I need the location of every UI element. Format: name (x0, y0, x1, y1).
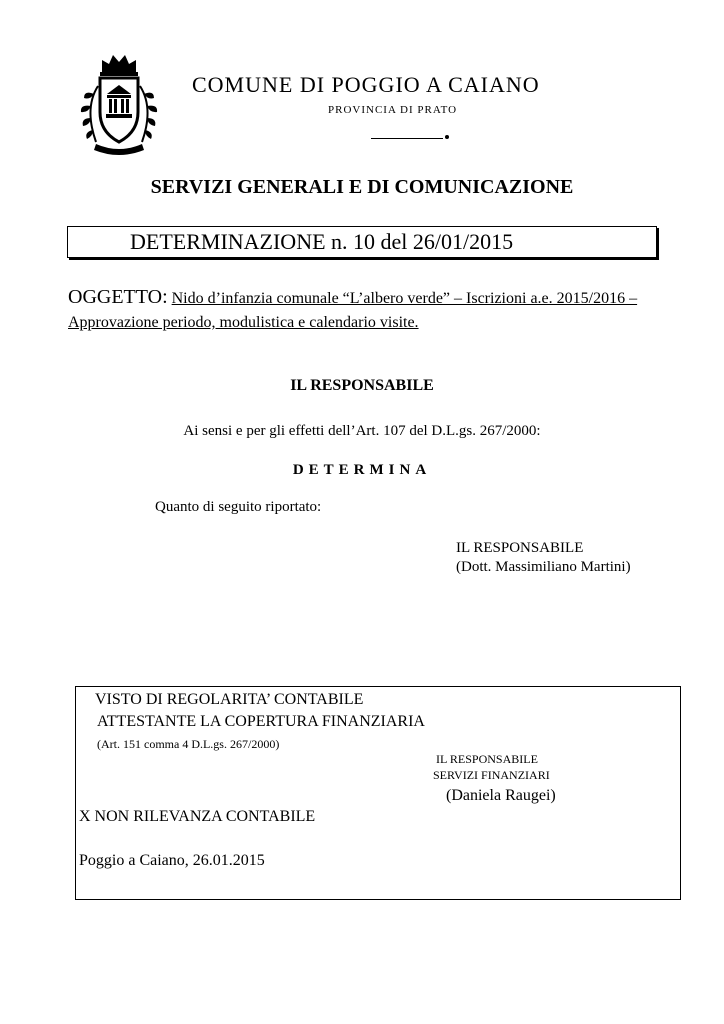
province-name: PROVINCIA DI PRATO (328, 104, 458, 116)
financial-line-1: VISTO DI REGOLARITA’ CONTABILE (95, 691, 364, 708)
financial-line-2: ATTESTANTE LA COPERTURA FINANZIARIA (97, 713, 425, 730)
responsible-heading: IL RESPONSABILE (290, 377, 434, 394)
place-date: Poggio a Caiano, 26.01.2015 (79, 852, 265, 869)
financial-resp-role: IL RESPONSABILE (436, 752, 538, 766)
subject-text: Nido d’infanzia comunale “L’albero verde” – Iscrizioni a.e. 2015/2016 – Approvazione periodo, modulistica e calendario visite. (68, 290, 638, 331)
municipal-crest-icon (78, 50, 160, 162)
org-name: COMUNE DI POGGIO A CAIANO (192, 72, 540, 97)
legal-basis: Ai sensi e per gli effetti dell’Art. 107 del D.L.gs. 267/2000: (183, 423, 541, 439)
non-rilevanza-checkbox-label: X NON RILEVANZA CONTABILE (79, 808, 316, 825)
signature-name: (Dott. Massimiliano Martini) (456, 559, 631, 575)
financial-resp-dept: SERVIZI FINANZIARI (433, 768, 550, 782)
quanto-text: Quanto di seguito riportato: (155, 499, 322, 515)
section-title: SERVIZI GENERALI E DI COMUNICAZIONE (150, 176, 574, 198)
determination-title: DETERMINAZIONE n. 10 del 26/01/2015 (130, 229, 514, 254)
signature-role: IL RESPONSABILE (456, 540, 584, 556)
header-divider (371, 138, 443, 139)
determina-heading: DETERMINA (292, 462, 432, 478)
subject-label: OGGETTO: (68, 286, 168, 308)
subject-block (68, 285, 668, 335)
financial-article-ref: (Art. 151 comma 4 D.L.gs. 267/2000) (97, 737, 280, 751)
financial-resp-name: (Daniela Raugei) (446, 787, 556, 804)
header-divider-dot (445, 135, 449, 139)
